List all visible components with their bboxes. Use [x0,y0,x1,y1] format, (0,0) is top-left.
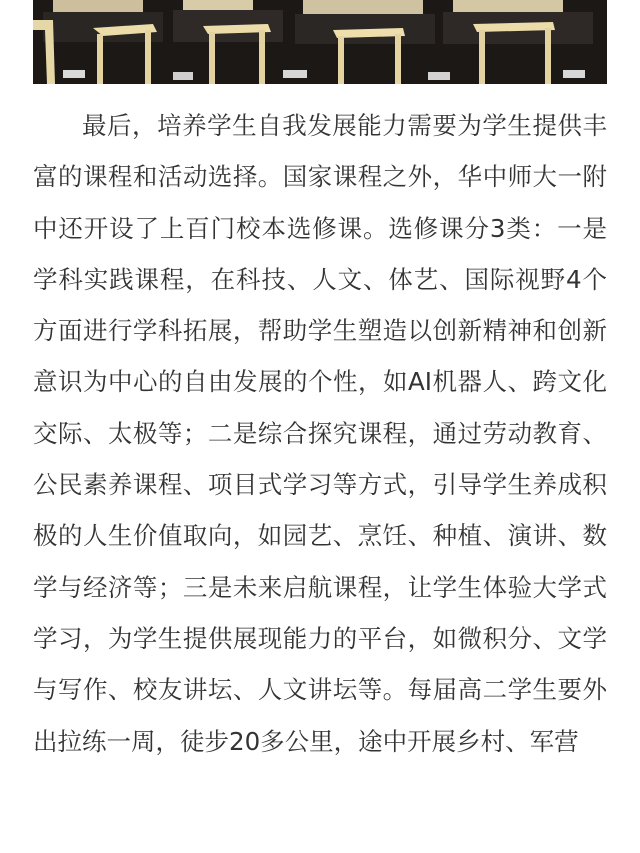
article-body [33,100,607,767]
students-seated-photo [33,0,607,84]
article-paragraph: 最后，培养学生自我发展能力需要为学生提供丰富的课程和活动选择。国家课程之外，华中师大一附中还开设了上百门校本选修课。选修课分3类：一是学科实践课程，在科技、人文、体艺、国际视野4个方面进行学科拓展，帮助学生塑造以创新精神和创新意识为中心的自由发展的个性，如AI机器人、跨文化交际、太极等；二是综合探究课程，通过劳动教育、公民素养课程、项目式学习等方式，引导学生养成积极的人生价值取向，如园艺、烹饪、种植、演讲、数学与经济等；三是未来启航课程，让学生体验大学式学习，为学生提供展现能力的平台，如微积分、文学与写作、校友讲坛、人文讲坛等。每届高二学生要外出拉练一周，徒步20多公里，途中开展乡村、军营 [33,111,607,756]
article-photo [33,0,607,84]
